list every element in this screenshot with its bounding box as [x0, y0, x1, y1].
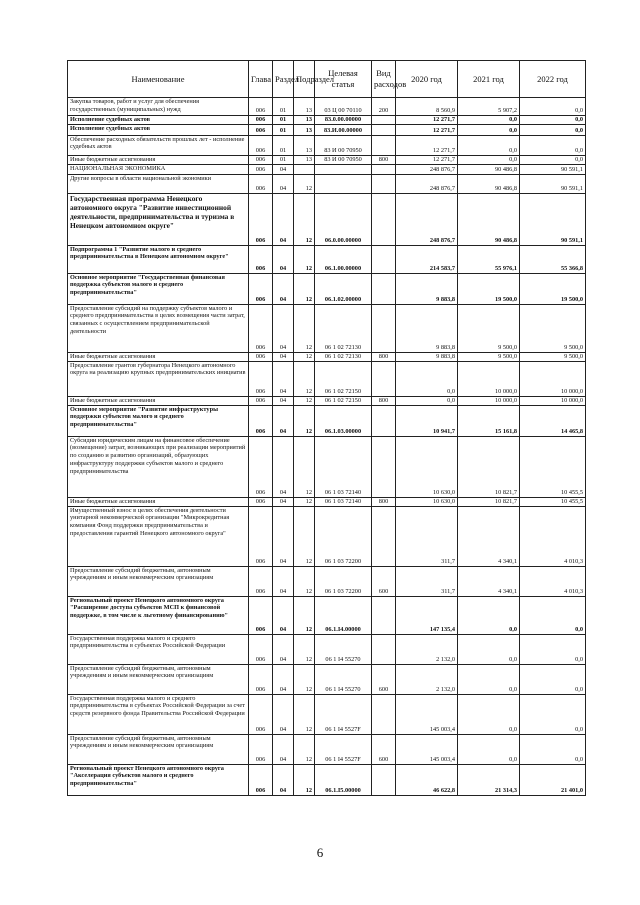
cell-target: 06.1.03.00000	[315, 405, 372, 436]
cell-glava: 006	[249, 164, 273, 174]
cell-razdel: 04	[273, 174, 294, 193]
cell-glava: 006	[249, 245, 273, 273]
cell-2020: 46 622,8	[396, 764, 458, 795]
cell-2020: 311,7	[396, 566, 458, 596]
cell-target: 06.1.02.00000	[315, 273, 372, 304]
cell-vid: 800	[372, 497, 396, 506]
cell-2020: 8 560,9	[396, 98, 458, 116]
cell-glava: 006	[249, 436, 273, 497]
cell-glava: 006	[249, 155, 273, 164]
cell-vid: 200	[372, 98, 396, 116]
cell-vid	[372, 273, 396, 304]
cell-name: Иные бюджетные ассигнования	[68, 155, 249, 164]
cell-2021: 0,0	[458, 155, 520, 164]
cell-2022: 90 591,1	[520, 174, 586, 193]
table-row	[68, 734, 586, 764]
cell-glava: 006	[249, 273, 273, 304]
cell-2020: 147 135,4	[396, 596, 458, 634]
cell-razdel: 01	[273, 155, 294, 164]
header-name: Наименование	[68, 61, 249, 98]
cell-name: Государственная программа Ненецкого автономного округа "Развитие инвестиционной деятельности, предпринимательства и туризма в Ненецком автономном округе"	[68, 193, 249, 245]
cell-vid	[372, 405, 396, 436]
cell-name: Обеспечение расходных обязательств прошлых лет - исполнение судебных актов	[68, 135, 249, 155]
header-2021: 2021 год	[458, 61, 520, 98]
cell-2022: 10 000,0	[520, 361, 586, 396]
cell-2020: 248 876,7	[396, 193, 458, 245]
cell-razdel: 04	[273, 734, 294, 764]
table-body	[68, 98, 586, 796]
cell-2021: 90 486,8	[458, 174, 520, 193]
cell-target	[315, 174, 372, 193]
cell-glava: 006	[249, 193, 273, 245]
table-row	[68, 116, 586, 125]
cell-name: Субсидии юридическим лицам на финансовое обеспечение (возмещение) затрат, возникающих при реализации мероприятий по созданию и развитию организаций, образующих инфраструктуру поддержки субъектов малого и среднего предпринимательства	[68, 436, 249, 497]
cell-podrazdel: 12	[294, 734, 315, 764]
cell-vid: 800	[372, 352, 396, 361]
cell-2021: 90 486,8	[458, 164, 520, 174]
cell-2022: 55 366,8	[520, 245, 586, 273]
cell-razdel: 04	[273, 193, 294, 245]
table-row	[68, 98, 586, 116]
cell-target: 06 1 02 72130	[315, 304, 372, 352]
cell-2021: 10 000,0	[458, 396, 520, 405]
cell-vid	[372, 361, 396, 396]
table-row	[68, 506, 586, 566]
cell-vid: 600	[372, 664, 396, 694]
cell-2020: 10 630,0	[396, 436, 458, 497]
cell-razdel: 04	[273, 164, 294, 174]
cell-glava: 006	[249, 174, 273, 193]
cell-razdel: 04	[273, 664, 294, 694]
cell-glava: 006	[249, 497, 273, 506]
cell-name: Региональный проект Ненецкого автономного округа "Расширение доступа субъектов МСП к финансовой поддержке, в том числе к льготному финансированию"	[68, 596, 249, 634]
cell-2021: 0,0	[458, 734, 520, 764]
cell-vid	[372, 135, 396, 155]
table-row	[68, 193, 586, 245]
cell-2021: 9 500,0	[458, 304, 520, 352]
cell-target: 06 1 I4 55270	[315, 634, 372, 664]
cell-2022: 90 591,1	[520, 164, 586, 174]
cell-name: НАЦИОНАЛЬНАЯ ЭКОНОМИКА	[68, 164, 249, 174]
cell-target: 06 1 I4 55270	[315, 664, 372, 694]
table-row	[68, 174, 586, 193]
cell-target: 83 И 00 70950	[315, 135, 372, 155]
budget-table	[67, 60, 586, 796]
cell-target: 06 1 03 72140	[315, 497, 372, 506]
table-row	[68, 664, 586, 694]
cell-podrazdel: 12	[294, 664, 315, 694]
cell-2022: 10 000,0	[520, 396, 586, 405]
cell-name: Предоставление субсидий бюджетным, автономным учреждениям и иным некоммерческим организациям	[68, 566, 249, 596]
cell-target	[315, 164, 372, 174]
cell-2020: 12 271,7	[396, 135, 458, 155]
cell-2020: 145 003,4	[396, 694, 458, 734]
cell-target: 06 1 03 72200	[315, 506, 372, 566]
cell-razdel: 01	[273, 135, 294, 155]
cell-razdel: 04	[273, 352, 294, 361]
cell-glava: 006	[249, 352, 273, 361]
cell-podrazdel: 12	[294, 596, 315, 634]
cell-2021: 10 821,7	[458, 497, 520, 506]
cell-2022: 4 010,3	[520, 566, 586, 596]
cell-2021: 5 907,2	[458, 98, 520, 116]
cell-vid	[372, 764, 396, 795]
cell-target: 06 1 03 72140	[315, 436, 372, 497]
page-number: 6	[316, 845, 324, 860]
cell-2022: 21 401,0	[520, 764, 586, 795]
cell-razdel: 04	[273, 405, 294, 436]
cell-2021: 9 500,0	[458, 352, 520, 361]
cell-vid	[372, 124, 396, 135]
cell-2022: 0,0	[520, 734, 586, 764]
cell-razdel: 04	[273, 634, 294, 664]
cell-2020: 9 883,8	[396, 273, 458, 304]
cell-podrazdel	[294, 164, 315, 174]
cell-glava: 006	[249, 361, 273, 396]
cell-2021: 4 340,1	[458, 506, 520, 566]
cell-2022: 10 455,5	[520, 497, 586, 506]
cell-vid	[372, 634, 396, 664]
cell-2022: 0,0	[520, 135, 586, 155]
cell-name: Предоставление субсидий бюджетным, автономным учреждениям и иным некоммерческим организациям	[68, 734, 249, 764]
cell-podrazdel: 12	[294, 764, 315, 795]
table-row	[68, 497, 586, 506]
cell-razdel: 04	[273, 764, 294, 795]
cell-2020: 248 876,7	[396, 174, 458, 193]
cell-razdel: 04	[273, 506, 294, 566]
cell-name: Другие вопросы в области национальной экономики	[68, 174, 249, 193]
table-row	[68, 764, 586, 795]
cell-vid	[372, 304, 396, 352]
cell-vid	[372, 174, 396, 193]
cell-glava: 006	[249, 764, 273, 795]
cell-razdel: 04	[273, 566, 294, 596]
cell-name: Предоставление субсидий бюджетным, автономным учреждениям и иным некоммерческим организациям	[68, 664, 249, 694]
cell-razdel: 04	[273, 304, 294, 352]
cell-2021: 10 000,0	[458, 361, 520, 396]
cell-razdel: 01	[273, 98, 294, 116]
cell-target: 83 И 00 70950	[315, 155, 372, 164]
cell-vid: 800	[372, 155, 396, 164]
cell-razdel: 04	[273, 245, 294, 273]
cell-razdel: 04	[273, 694, 294, 734]
cell-2022: 0,0	[520, 116, 586, 125]
cell-2022: 14 465,8	[520, 405, 586, 436]
cell-name: Основное мероприятие "Государственная финансовая поддержка субъектов малого и среднего предпринимательства"	[68, 273, 249, 304]
cell-glava: 006	[249, 116, 273, 125]
header-vid: Вид расходов	[372, 61, 396, 98]
cell-glava: 006	[249, 506, 273, 566]
cell-2020: 9 883,8	[396, 352, 458, 361]
cell-podrazdel: 13	[294, 135, 315, 155]
table-row	[68, 135, 586, 155]
cell-target: 03 Ц 00 70110	[315, 98, 372, 116]
cell-vid	[372, 164, 396, 174]
cell-podrazdel: 13	[294, 124, 315, 135]
cell-target: 83.0.00.00000	[315, 116, 372, 125]
cell-2020: 2 132,0	[396, 664, 458, 694]
header-razdel: Раздел	[273, 61, 294, 98]
cell-2020: 12 271,7	[396, 155, 458, 164]
cell-vid: 800	[372, 396, 396, 405]
cell-glava: 006	[249, 135, 273, 155]
cell-podrazdel: 12	[294, 694, 315, 734]
cell-2020: 214 583,7	[396, 245, 458, 273]
cell-razdel: 01	[273, 116, 294, 125]
table-row	[68, 304, 586, 352]
cell-podrazdel: 12	[294, 506, 315, 566]
header-glava: Глава	[249, 61, 273, 98]
cell-2022: 90 591,1	[520, 193, 586, 245]
cell-2022: 9 500,0	[520, 352, 586, 361]
cell-2020: 248 876,7	[396, 164, 458, 174]
cell-vid: 600	[372, 566, 396, 596]
cell-name: Государственная поддержка малого и среднего предпринимательства в субъектах Российской Федерации	[68, 634, 249, 664]
table-row	[68, 352, 586, 361]
cell-vid	[372, 694, 396, 734]
cell-target: 83.И.00.00000	[315, 124, 372, 135]
cell-podrazdel: 12	[294, 352, 315, 361]
cell-2020: 0,0	[396, 361, 458, 396]
cell-podrazdel: 12	[294, 245, 315, 273]
cell-vid	[372, 193, 396, 245]
cell-glava: 006	[249, 304, 273, 352]
cell-glava: 006	[249, 734, 273, 764]
cell-name: Основное мероприятие "Развитие инфраструктуры поддержки субъектов малого и среднего предпринимательства"	[68, 405, 249, 436]
cell-podrazdel: 12	[294, 566, 315, 596]
table-row	[68, 245, 586, 273]
cell-2020: 12 271,7	[396, 116, 458, 125]
cell-glava: 006	[249, 405, 273, 436]
table-row	[68, 396, 586, 405]
table-row	[68, 155, 586, 164]
cell-podrazdel: 13	[294, 98, 315, 116]
cell-name: Иные бюджетные ассигнования	[68, 396, 249, 405]
table-row	[68, 164, 586, 174]
cell-vid	[372, 596, 396, 634]
cell-name: Исполнение судебных актов	[68, 116, 249, 125]
cell-glava: 006	[249, 124, 273, 135]
header-2020: 2020 год	[396, 61, 458, 98]
cell-2020: 0,0	[396, 396, 458, 405]
cell-podrazdel: 12	[294, 361, 315, 396]
cell-target: 06.1.I4.00000	[315, 596, 372, 634]
cell-2021: 10 821,7	[458, 436, 520, 497]
cell-2020: 10 630,0	[396, 497, 458, 506]
cell-glava: 006	[249, 596, 273, 634]
cell-glava: 006	[249, 664, 273, 694]
header-target: Целевая статья	[315, 61, 372, 98]
cell-name: Региональный проект Ненецкого автономного округа "Акселерация субъектов малого и среднего предпринимательства"	[68, 764, 249, 795]
cell-2021: 55 976,1	[458, 245, 520, 273]
cell-podrazdel: 12	[294, 497, 315, 506]
cell-razdel: 04	[273, 273, 294, 304]
cell-2022: 0,0	[520, 634, 586, 664]
cell-2020: 10 941,7	[396, 405, 458, 436]
cell-name: Подпрограмма 1 "Развитие малого и среднего предпринимательства в Ненецком автономном округе"	[68, 245, 249, 273]
cell-target: 06 1 I4 5527F	[315, 734, 372, 764]
cell-2022: 0,0	[520, 124, 586, 135]
cell-name: Предоставление субсидий на поддержку субъектов малого и среднего предпринимательства в целях возмещения части затрат, связанных с осуществлением предпринимательской деятельности	[68, 304, 249, 352]
cell-2021: 90 486,8	[458, 193, 520, 245]
table-row	[68, 596, 586, 634]
cell-name: Закупка товаров, работ и услуг для обеспечения государственных (муниципальных) нужд	[68, 98, 249, 116]
cell-glava: 006	[249, 566, 273, 596]
cell-2022: 9 500,0	[520, 304, 586, 352]
table-header-row	[68, 61, 586, 98]
cell-2021: 0,0	[458, 124, 520, 135]
cell-vid	[372, 245, 396, 273]
cell-razdel: 04	[273, 497, 294, 506]
cell-vid	[372, 116, 396, 125]
table-row	[68, 436, 586, 497]
cell-target: 06.1.00.00000	[315, 245, 372, 273]
cell-target: 06.0.00.00000	[315, 193, 372, 245]
cell-target: 06.1.I5.00000	[315, 764, 372, 795]
cell-2021: 19 500,0	[458, 273, 520, 304]
table-row	[68, 361, 586, 396]
cell-glava: 006	[249, 98, 273, 116]
cell-2020: 12 271,7	[396, 124, 458, 135]
cell-razdel: 01	[273, 124, 294, 135]
cell-name: Иные бюджетные ассигнования	[68, 497, 249, 506]
cell-name: Иные бюджетные ассигнования	[68, 352, 249, 361]
cell-2022: 0,0	[520, 98, 586, 116]
cell-vid: 600	[372, 734, 396, 764]
cell-razdel: 04	[273, 361, 294, 396]
cell-target: 06 1 02 72150	[315, 396, 372, 405]
cell-target: 06 1 02 72130	[315, 352, 372, 361]
cell-2022: 0,0	[520, 664, 586, 694]
cell-2021: 0,0	[458, 135, 520, 155]
cell-2021: 15 161,8	[458, 405, 520, 436]
table-row	[68, 634, 586, 664]
cell-name: Исполнение судебных актов	[68, 124, 249, 135]
cell-2020: 2 132,0	[396, 634, 458, 664]
cell-2020: 145 003,4	[396, 734, 458, 764]
cell-target: 06 1 02 72150	[315, 361, 372, 396]
cell-vid	[372, 506, 396, 566]
cell-glava: 006	[249, 694, 273, 734]
table-row	[68, 694, 586, 734]
table-row	[68, 273, 586, 304]
header-2022: 2022 год	[520, 61, 586, 98]
cell-target: 06 1 I4 5527F	[315, 694, 372, 734]
cell-2021: 0,0	[458, 596, 520, 634]
cell-2021: 0,0	[458, 116, 520, 125]
cell-podrazdel: 12	[294, 193, 315, 245]
cell-podrazdel: 12	[294, 304, 315, 352]
cell-podrazdel: 12	[294, 273, 315, 304]
header-podrazdel: Подраздел	[294, 61, 315, 98]
cell-2021: 0,0	[458, 634, 520, 664]
cell-2021: 0,0	[458, 694, 520, 734]
cell-podrazdel: 12	[294, 396, 315, 405]
cell-name: Имущественный взнос в целях обеспечения деятельности унитарной некоммерческой организации "Микрокредитная компания Фонд поддержки предпринимательства и предоставления гарантий Ненецкого автономного округа"	[68, 506, 249, 566]
cell-podrazdel: 12	[294, 436, 315, 497]
cell-2020: 311,7	[396, 506, 458, 566]
cell-name: Предоставление грантов губернатора Ненецкого автономного округа на реализацию крупных предпринимательских инициатив	[68, 361, 249, 396]
cell-podrazdel: 12	[294, 174, 315, 193]
cell-2021: 0,0	[458, 664, 520, 694]
cell-target: 06 1 03 72200	[315, 566, 372, 596]
cell-glava: 006	[249, 396, 273, 405]
cell-podrazdel: 12	[294, 634, 315, 664]
cell-2020: 9 883,8	[396, 304, 458, 352]
cell-name: Государственная поддержка малого и среднего предпринимательства в субъектах Российской Федерации за счет средств резервного фонда Правительства Российской Федерации	[68, 694, 249, 734]
table-row	[68, 124, 586, 135]
cell-podrazdel: 12	[294, 405, 315, 436]
cell-razdel: 04	[273, 596, 294, 634]
cell-2022: 0,0	[520, 155, 586, 164]
cell-podrazdel: 13	[294, 116, 315, 125]
cell-glava: 006	[249, 634, 273, 664]
cell-2022: 19 500,0	[520, 273, 586, 304]
cell-2021: 4 340,1	[458, 566, 520, 596]
cell-2021: 21 314,3	[458, 764, 520, 795]
cell-razdel: 04	[273, 396, 294, 405]
table-row	[68, 566, 586, 596]
cell-2022: 4 010,3	[520, 506, 586, 566]
cell-razdel: 04	[273, 436, 294, 497]
cell-2022: 0,0	[520, 596, 586, 634]
cell-2022: 0,0	[520, 694, 586, 734]
table-row	[68, 405, 586, 436]
cell-2022: 10 455,5	[520, 436, 586, 497]
cell-vid	[372, 436, 396, 497]
cell-podrazdel: 13	[294, 155, 315, 164]
